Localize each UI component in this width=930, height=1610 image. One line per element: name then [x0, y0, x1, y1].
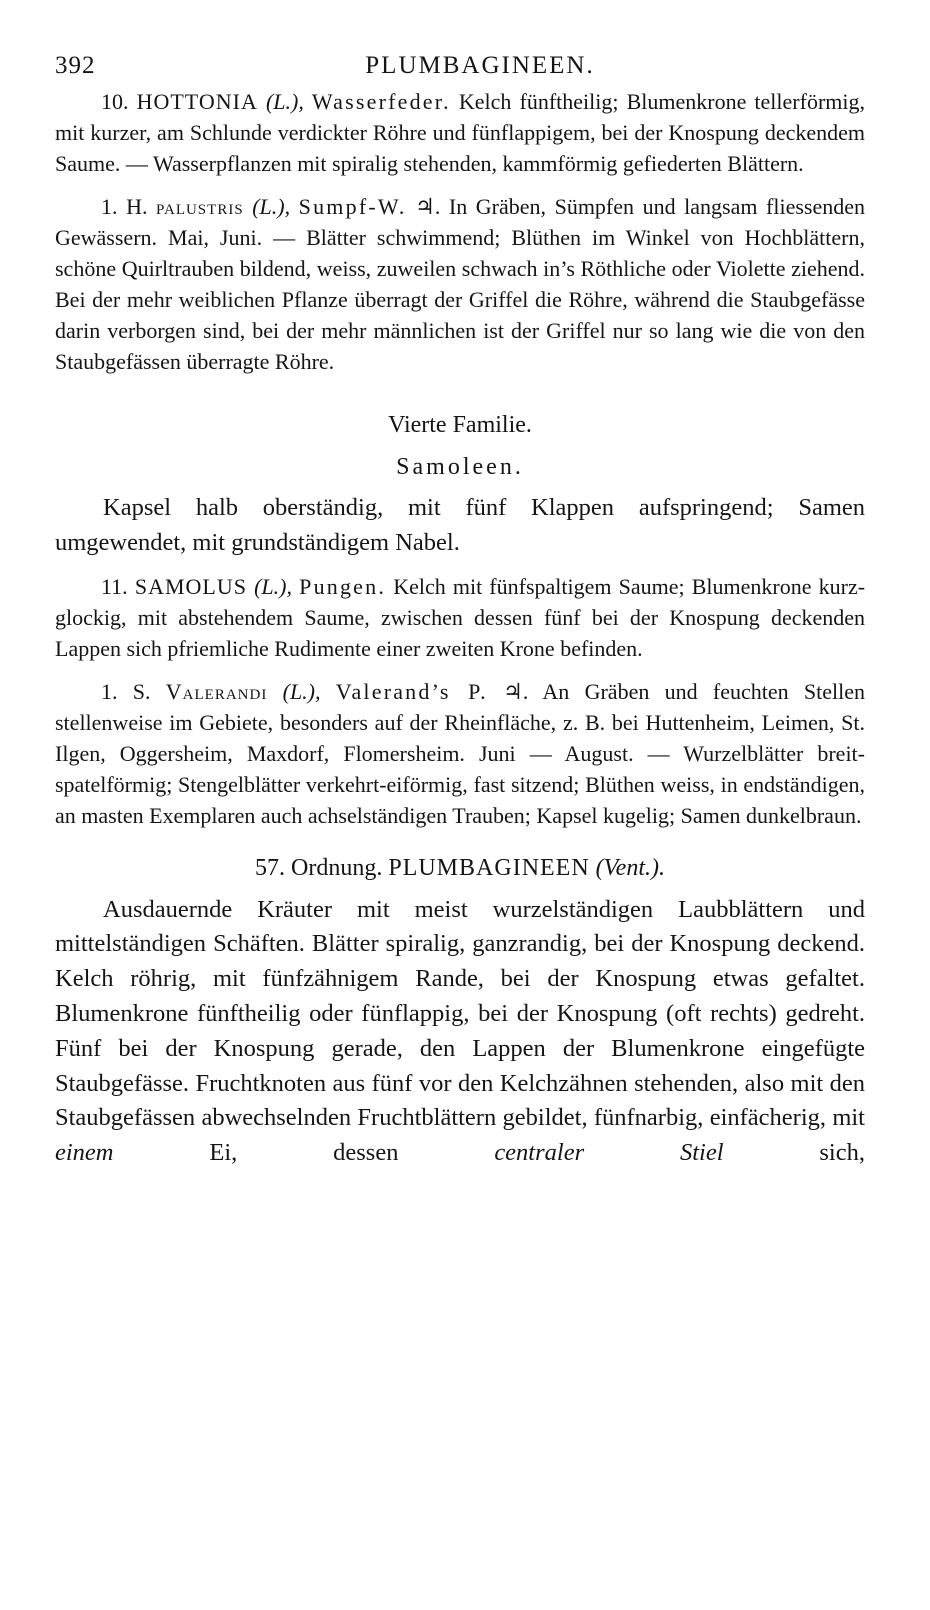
family-heading: Vierte Familie.: [388, 412, 532, 438]
species-description: In Gräben, Sümpfen und langsam fliessenden Gewässern. Mai, Juni. — Blätter schwimmend; Blüthen im Winkel von Hochblättern, schöne Quirltrauben bildend, weiss, zuweilen schwach in’s Röthliche oder Violette ziehend. Bei der mehr weiblichen Pflanze überragt der Griffel die Röhre, während die Staubgefässe darin verborgen sind, bei der mehr männlichen ist der Griffel nur so lang wie die von den Staubgefässen überragte Röhre.: [55, 194, 865, 374]
order-name: PLUMBAGINEEN: [388, 854, 590, 881]
species-common-name: Valerand’s P.: [335, 678, 488, 704]
genus-description: Kelch mit fünfspaltigem Saume; Blumenkrone kurz-glockig, mit abstehendem Saume, zwischen dessen fünf bei der Knospung deckenden Lappen sich pfriemliche Rudimente einer zweiten Krone befinden.: [55, 573, 866, 661]
order-description: [55, 893, 865, 1171]
page-number: 392: [55, 52, 96, 79]
genus-hottonia: [55, 86, 865, 179]
family-description: Kapsel halb oberständig, mit fünf Klappen aufspringend; Samen umgewendet, mit grundständigem Nabel.: [55, 494, 865, 556]
order-number: 57. Ordnung.: [255, 854, 383, 881]
order-author: (Vent.).: [595, 854, 665, 881]
order-text-part1: Ausdauernde Kräuter mit meist wurzelständigen Laubblättern und mittelständigen Schäften. Blätter spiralig, ganzrandig, bei der Knospung deckend. Kelch röhrig, mit fünfzähnigem Rande, bei der Knospung etwas gefaltet. Blumenkrone fünftheilig oder fünflappig, bei der Knospung (oft rechts) gedreht. Fünf bei der Knospung gerade, den Lappen der Blumenkrone eingefügte Staubgefässe. Fruchtknoten aus fünf vor den Kelchzähnen stehenden, also mit den Staubgefässen abwechselnden Fruchtblättern gebildet, fünfnarbig, einfächerig, mit: [55, 895, 865, 1132]
order-emphasis-centraler-stiel: centraler Stiel: [494, 1139, 724, 1167]
order-emphasis-einem: einem: [55, 1139, 114, 1167]
family-name: Samoleen.: [396, 454, 524, 480]
perennial-symbol: ♃.: [415, 194, 441, 219]
genus-author: (L.),: [265, 89, 304, 114]
species-common-name: Sumpf-W.: [298, 194, 407, 219]
book-page: [55, 40, 865, 1171]
genus-name: HOTTONIA: [136, 89, 258, 114]
species-valerandi: [55, 676, 865, 831]
species-author: (L.),: [252, 194, 291, 219]
genus-number: 10.: [101, 89, 129, 114]
running-title: PLUMBAGINEEN.: [365, 52, 595, 79]
order-text-part3: sich,: [723, 1139, 865, 1167]
perennial-symbol: ♃.: [503, 678, 529, 704]
species-name: palustris: [156, 194, 244, 219]
genus-name: SAMOLUS: [134, 573, 247, 599]
order-heading: [55, 851, 865, 885]
species-description: An Gräben und feuchten Stellen stellenweise im Gebiete, besonders auf der Rheinfläche, z. B. bei Huttenheim, Leimen, St. Ilgen, Oggersheim, Maxdorf, Flomersheim. Juni — August. — Wurzelblätter breit-spatelförmig; Stengelblätter verkehrt-eiförmig, fast sitzend; Blüthen weiss, in endständigen, an masten Exemplaren auch achselständigen Trauben; Kapsel kugelig; Samen dunkelbraun.: [55, 678, 865, 828]
species-author: (L.),: [282, 678, 321, 704]
species-palustris: [55, 191, 865, 377]
genus-common-name: Wasserfeder.: [311, 89, 451, 114]
genus-common-name: Pungen.: [299, 573, 387, 599]
genus-description: Blumenkrone tellerförmig, mit kurzer, am Schlunde verdickter Röhre und fünflappigem, bei der Knospung deckendem Saume. — Wasserpflanzen mit spiralig stehenden, kammförmig gefiederten Blättern.: [55, 89, 865, 176]
species-number: 1. S.: [101, 678, 151, 704]
genus-number: 11.: [101, 573, 128, 599]
order-text-part2: Ei, dessen: [113, 1139, 495, 1167]
species-name: Valerandi: [165, 678, 268, 704]
genus-author: (L.),: [254, 573, 292, 599]
running-head: [55, 40, 865, 80]
genus-description-start: Kelch fünftheilig;: [450, 89, 619, 114]
species-number: 1. H.: [101, 194, 148, 219]
genus-samolus: [55, 571, 865, 664]
